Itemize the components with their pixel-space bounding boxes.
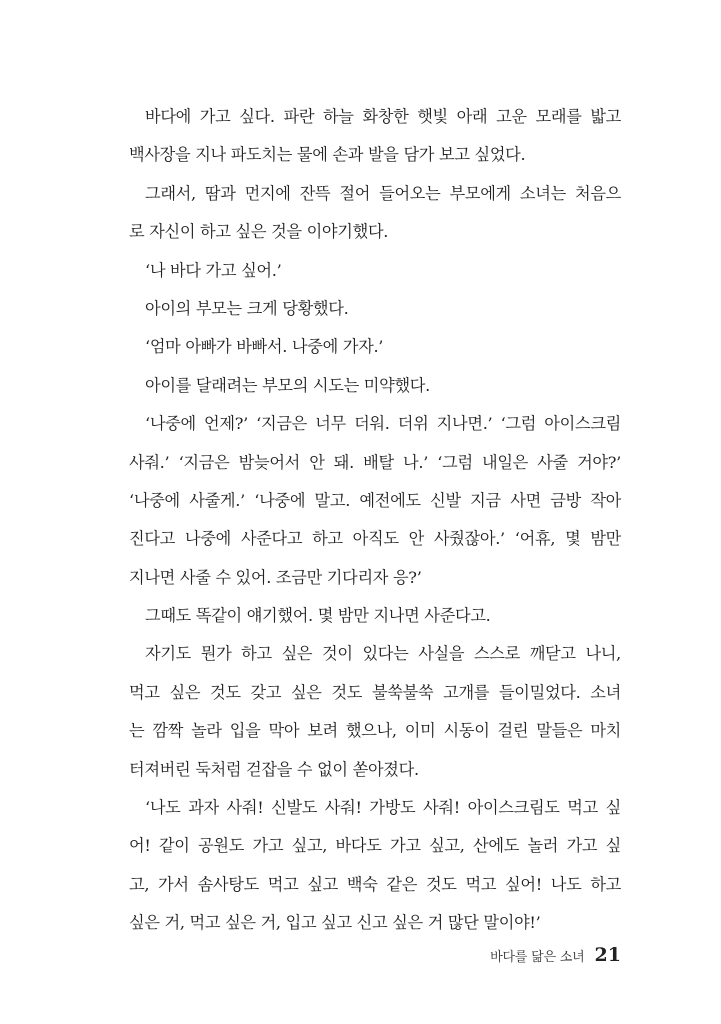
text-line: ‘나중에 사줄게.’ ‘나중에 말고. 예전에도 신발 지금 사면 금방 작아 <box>129 490 621 510</box>
text-line: 지나면 사줄 수 있어. 조금만 기다리자 응?’ <box>129 567 422 587</box>
text-line: 싶은 거, 먹고 싶은 거, 입고 싶고 신고 싶은 거 많단 말이야!’ <box>129 913 541 933</box>
text-line: ‘엄마 아빠가 바빠서. 나중에 가자.’ <box>145 337 384 357</box>
text-line: ‘나도 과자 사줘! 신발도 사줘! 가방도 사줘! 아이스크림도 먹고 싶 <box>145 798 621 818</box>
text-line: 그래서, 땀과 먼지에 잔뜩 절어 들어오는 부모에게 소녀는 처음으 <box>145 183 621 203</box>
text-line: 그때도 똑같이 얘기했어. 몇 밤만 지나면 사준다고. <box>145 606 491 626</box>
body-text <box>129 98 621 943</box>
text-line: ‘나 바다 가고 싶어.’ <box>145 260 282 280</box>
text-line: 고, 가서 솜사탕도 먹고 싶고 백숙 같은 것도 먹고 싶어! 나도 하고 <box>129 874 621 894</box>
text-line: 먹고 싶은 것도 갖고 싶은 것도 불쑥불쑥 고개를 들이밀었다. 소녀 <box>129 682 621 702</box>
text-line: 아이의 부모는 크게 당황했다. <box>145 298 349 318</box>
text-line: 로 자신이 하고 싶은 것을 이야기했다. <box>129 222 389 242</box>
text-line: 바다에 가고 싶다. 파란 하늘 화창한 햇빛 아래 고운 모래를 밟고 <box>145 107 621 126</box>
running-title: 바다를 닮은 소녀 <box>490 950 585 965</box>
text-line: 백사장을 지나 파도치는 물에 손과 발을 담가 보고 싶었다. <box>129 145 526 165</box>
text-line: 자기도 뭔가 하고 싶은 것이 있다는 사실을 스스로 깨닫고 나니, <box>145 644 621 664</box>
text-line: 진다고 나중에 사준다고 하고 아직도 안 사줬잖아.’ ‘어휴, 몇 밤만 <box>129 529 621 549</box>
text-line: 아이를 달래려는 부모의 시도는 미약했다. <box>145 375 430 395</box>
text-line: 는 깜짝 놀라 입을 막아 보려 했으나, 이미 시동이 걸린 말들은 마치 <box>129 721 621 741</box>
text-line: ‘나중에 언제?’ ‘지금은 너무 더워. 더위 지나면.’ ‘그럼 아이스크림 <box>145 414 621 434</box>
text-line: 터져버린 둑처럼 걷잡을 수 없이 쏟아졌다. <box>129 759 419 779</box>
text-line: 사줘.’ ‘지금은 밤늦어서 안 돼. 배탈 나.’ ‘그럼 내일은 사줄 거야?’ <box>129 452 621 472</box>
text-line: 어! 같이 공원도 가고 싶고, 바다도 가고 싶고, 산에도 놀러 가고 싶 <box>129 836 621 856</box>
page-footer <box>490 944 621 974</box>
page-number: 21 <box>594 944 621 966</box>
